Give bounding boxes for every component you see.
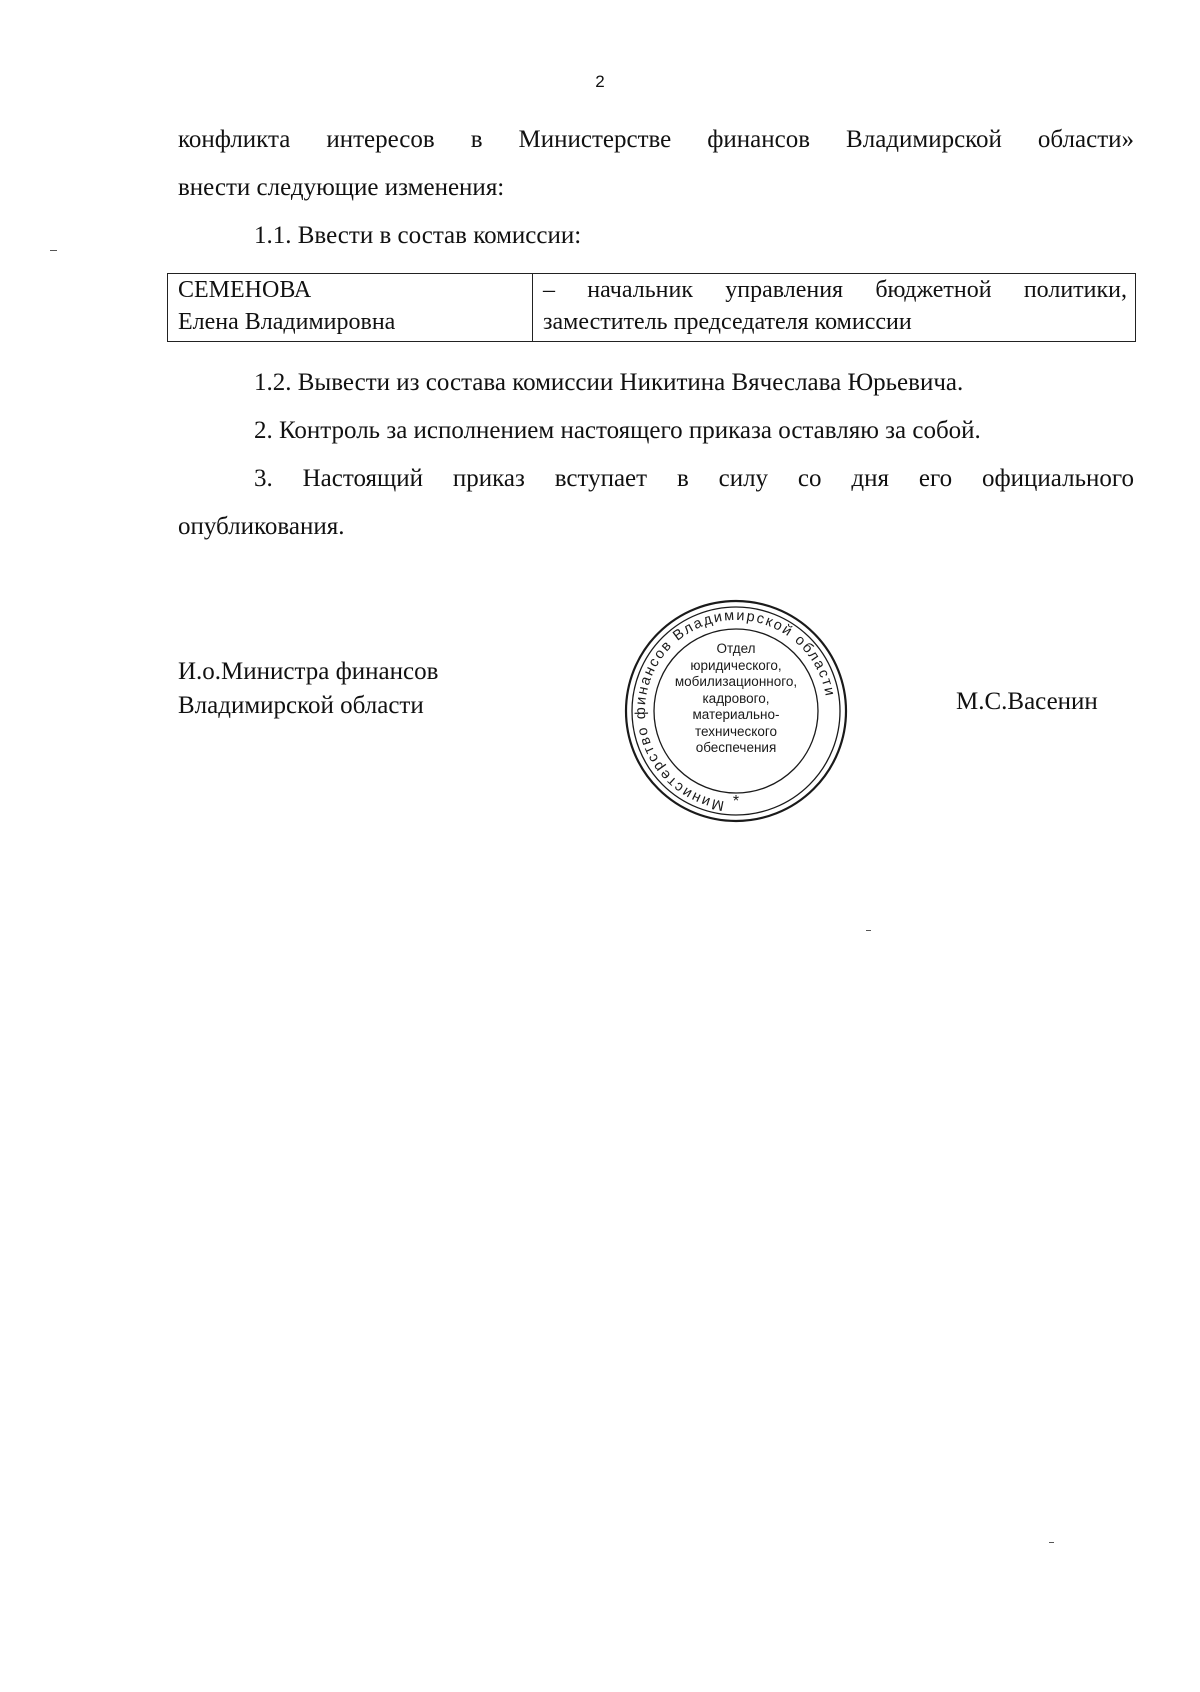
member-role-line: – начальник управления бюджетной политики, [543,277,1127,303]
stamp-line: материально- [692,707,780,722]
stamp-line: Отдел [716,641,756,656]
paragraph-line: внести следующие изменения: [178,174,505,201]
signatory-title-line: Владимирской области [178,692,424,719]
list-item-1-1: 1.1. Ввести в состав комиссии: [254,222,582,249]
signatory-name: М.С.Васенин [956,688,1098,715]
scan-speck [866,930,871,931]
member-surname: СЕМЕНОВА [178,277,312,303]
list-item-1-2: 1.2. Вывести из состава комиссии Никитина Вячеслава Юрьевича. [254,369,964,396]
signatory-title [178,655,438,723]
member-name-cell [168,274,533,342]
official-stamp [621,599,851,824]
stamp-line: кадрового, [702,690,770,706]
table-row [168,274,1136,342]
member-role-line: заместитель председателя комиссии [543,309,912,335]
stamp-center-text [656,641,816,757]
scan-speck [1049,1542,1054,1543]
stamp-ring-label: Министерство финансов Владимирской области [632,607,838,814]
list-item-3: 3. Настоящий приказ вступает в силу со дня его официального [254,465,1134,492]
stamp-line: технического [695,723,777,739]
list-item-3-continuation: опубликования. [178,513,345,540]
stamp-line: юридического, [690,657,782,673]
paragraph-line: конфликта интересов в Министерстве финансов Владимирской области» [178,126,1134,153]
scan-speck [50,250,57,251]
list-item-2: 2. Контроль за исполнением настоящего приказа оставляю за собой. [254,417,981,444]
stamp-star: * [732,793,740,810]
stamp-line: мобилизационного, [674,674,798,689]
stamp-line: обеспечения [695,740,777,755]
member-role-cell [533,274,1136,342]
signatory-title-line: И.о.Министра финансов [178,658,439,685]
page-number: 2 [595,72,605,91]
member-given-names: Елена Владимировна [178,309,396,335]
commission-member-table [167,273,1136,342]
